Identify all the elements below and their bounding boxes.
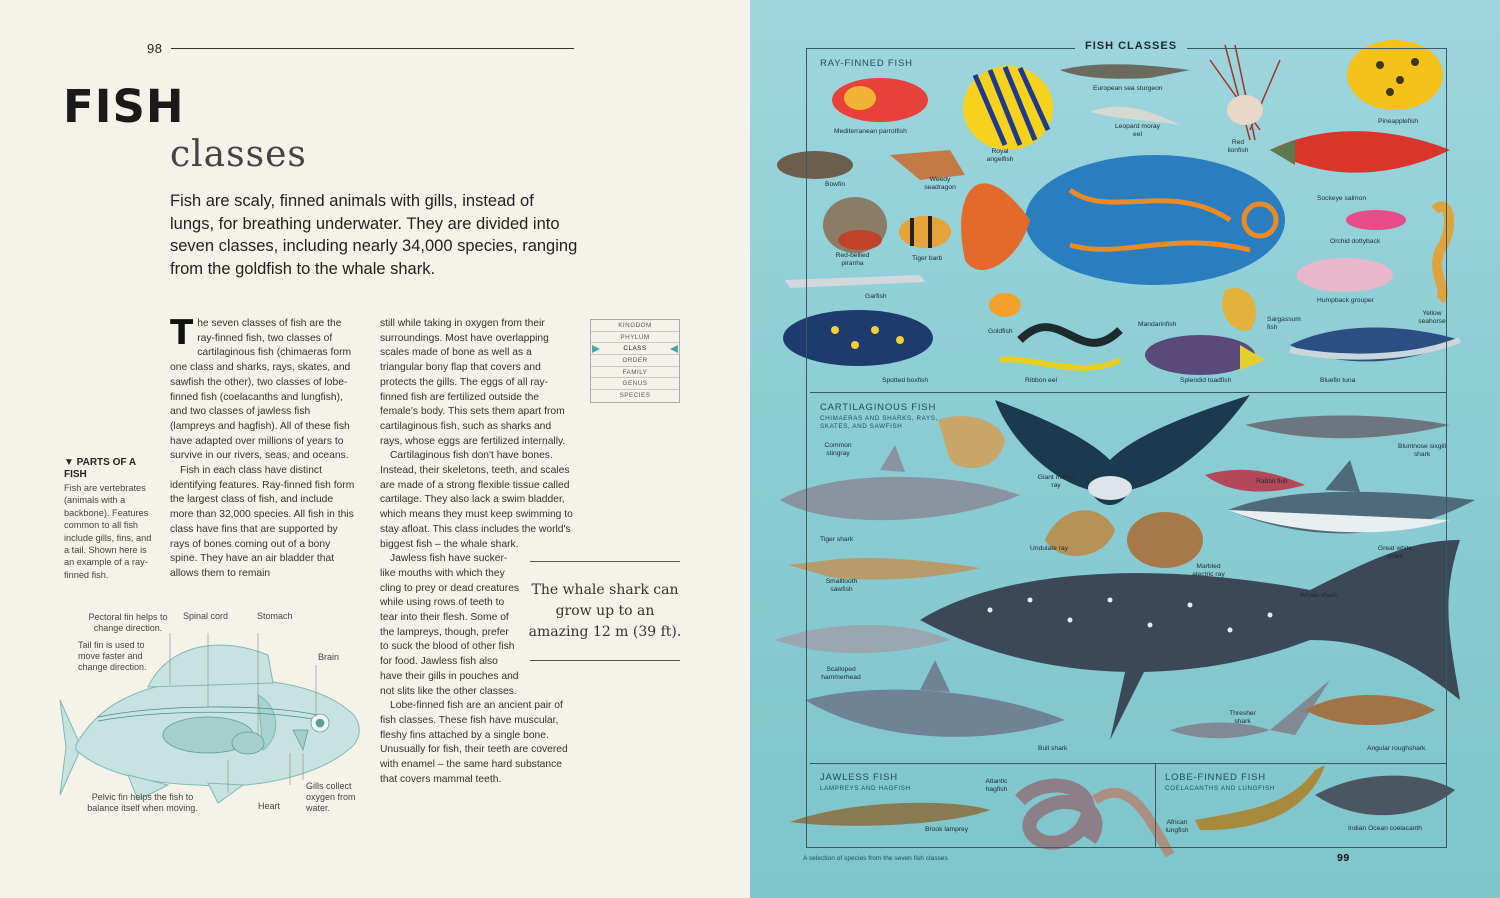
label-tail-fin: Tail fin is used to move faster and change direction. xyxy=(78,640,147,672)
figure-caption: A selection of species from the seven fish classes xyxy=(803,855,948,862)
label-spinal-cord: Spinal cord xyxy=(183,611,229,621)
fish-classes-frame xyxy=(806,48,1447,848)
taxonomy-row: GENUS xyxy=(591,378,679,390)
label-whale-shark: Whale shark xyxy=(1300,592,1338,599)
body-paragraph: still while taking in oxygen from their surroundings. Most have overlapping scales made of bone as well as a triangular bony flap that covers and protects the gills. The eggs of all ray-finned fish are fertilized outside the female's body. This sets them apart from cartilaginous fish, such as sharks and rays, whose eggs are fertilized internally. xyxy=(380,318,566,447)
body-paragraph: Lobe-finned fish are an ancient pair of fish classes. These fish have muscular, fleshy fins attached by a single bone. Unusually for fish, their teeth are covered with enamel – the same hard substance that covers mammal teeth. xyxy=(380,700,568,785)
label-tiger-shark: Tiger shark xyxy=(820,536,854,543)
label-gills: Gills collect oxygen from water. xyxy=(306,781,356,813)
label-stomach: Stomach xyxy=(257,611,293,621)
label-bowfin: Bowfin xyxy=(825,181,846,188)
section-cartilaginous-subtitle: CHIMAERAS AND SHARKS, RAYS, SKATES, AND SAWFISH xyxy=(820,415,938,430)
label-splendid-toadfish: Splendid toadfish xyxy=(1180,377,1232,384)
body-paragraph: Cartilaginous fish don't have bones. Instead, their skeletons, teeth, and scales are made of a strong flexible tissue called cartilage. They also lack a swim bladder, which means they must keep swimming to stay afloat. This class includes the world's biggest fish – the whale shark. xyxy=(380,450,573,550)
label-marbled-electric-ray: Marbled electric ray xyxy=(1192,563,1225,578)
pull-quote: The whale shark can grow up to an amazing 12 m (39 ft). xyxy=(528,582,682,640)
label-thresher-shark: Thresher shark xyxy=(1229,710,1256,725)
label-angelfish: Royal angelfish xyxy=(986,148,1014,163)
label-goldfish: Goldfish xyxy=(988,328,1013,335)
parts-heading: ▼ PARTS OF A FISH xyxy=(64,457,136,480)
section-lobe-finned-subtitle: COELACANTHS AND LUNGFISH xyxy=(1165,785,1275,792)
label-african-lungfish: African lungfish xyxy=(1165,819,1189,834)
label-brook-lamprey: Brook lamprey xyxy=(925,826,969,833)
label-brain: Brain xyxy=(318,652,340,662)
taxonomy-ladder xyxy=(590,319,680,403)
label-common-stingray: Common stingray xyxy=(824,442,852,457)
section-divider xyxy=(810,763,1447,764)
quote-rule xyxy=(530,660,680,661)
quote-rule xyxy=(530,561,680,562)
label-manta-ray: Giant manta ray xyxy=(1037,474,1075,489)
label-sockeye-salmon: Sockeye salmon xyxy=(1317,195,1367,202)
label-tiger-barb: Tiger barb xyxy=(912,255,943,262)
label-humpback-grouper: Humpback grouper xyxy=(1317,297,1374,304)
label-sawfish: Smalltooth sawfish xyxy=(825,578,858,593)
label-orchid-dottyback: Orchid dottyback xyxy=(1330,238,1381,245)
label-mandarinfish: Mandarinfish xyxy=(1138,321,1177,328)
label-pineapplefish: Pineapplefish xyxy=(1378,118,1419,125)
label-lionfish: Red lionfish xyxy=(1227,139,1249,154)
triangle-left-icon xyxy=(670,345,678,353)
label-ribbon-eel: Ribbon eel xyxy=(1025,377,1057,384)
label-sargassum-fish: Sargassum fish xyxy=(1267,316,1301,331)
label-coelacanth: Indian Ocean coelacanth xyxy=(1348,825,1422,832)
body-paragraph: Jawless fish have sucker-like mouths with which they cling to prey or dead creatures while using rows of teeth to tear into their flesh. Some of the lampreys, though, prefer to suck the blood of other fish for food. Jawless fish also have their gills in pouches and not slits like the other classes. xyxy=(380,553,520,697)
label-bluefin-tuna: Bluefin tuna xyxy=(1320,377,1356,384)
label-garfish: Garfish xyxy=(865,293,887,300)
section-jawless: JAWLESS FISH xyxy=(820,772,898,783)
label-great-white: Great white shark xyxy=(1377,545,1413,560)
taxonomy-label: CLASS xyxy=(623,345,647,353)
frame-title: FISH CLASSES xyxy=(1075,40,1187,52)
label-angular-roughshark: Angular roughshark xyxy=(1367,745,1426,752)
label-parrotfish: Mediterranean parrotfish xyxy=(834,128,907,135)
taxonomy-row: KINGDOM xyxy=(591,320,679,332)
section-cartilaginous: CARTILAGINOUS FISH xyxy=(820,402,937,413)
label-undulate-ray: Undulate ray xyxy=(1030,545,1068,552)
section-lobe-finned: LOBE-FINNED FISH xyxy=(1165,772,1266,783)
taxonomy-row: FAMILY xyxy=(591,367,679,379)
triangle-right-icon xyxy=(592,345,600,353)
intro-paragraph: Fish are scaly, finned animals with gills, instead of lungs, for breathing underwater. They are divided into seven classes, including nearly 34,000 species, ranging from the goldfish to the whale shark. xyxy=(170,192,578,278)
parts-description: Fish are vertebrates (animals with a backbone). Features common to all fish include gills, fins, and a tail. Shown here is an example of a ray-finned fish. xyxy=(64,483,152,580)
section-divider xyxy=(810,392,1447,393)
taxonomy-row: PHYLUM xyxy=(591,332,679,344)
label-atlantic-hagfish: Atlantic hagfish xyxy=(985,778,1008,793)
section-ray-finned: RAY-FINNED FISH xyxy=(820,58,913,69)
label-spotted-boxfish: Spotted boxfish xyxy=(882,377,929,384)
page-number-left: 98 xyxy=(147,41,163,56)
label-pectoral-fin: Pectoral fin helps to change direction. xyxy=(88,612,168,633)
taxonomy-row: SPECIES xyxy=(619,392,651,400)
right-page xyxy=(750,0,1500,898)
body-column-2 xyxy=(380,317,576,788)
label-bull-shark: Bull shark xyxy=(1038,745,1068,752)
label-moray-eel: Leopard moray eel xyxy=(1115,123,1160,138)
header-rule xyxy=(171,48,574,49)
label-seadragon: Weedy seadragon xyxy=(924,176,956,191)
label-piranha: Red-bellied piranha xyxy=(835,252,870,267)
body-paragraph xyxy=(170,313,358,464)
body-paragraph: Fish in each class have distinct identifying features. Ray-finned fish form the largest class of fish, and include more than 32,000 species. All fish in this class have fins that are supported by rays of bones coming out of a bony spine. They have an air bladder that allows them to remain xyxy=(170,465,355,579)
label-heart: Heart xyxy=(258,801,281,811)
taxonomy-row-active xyxy=(591,343,679,355)
label-rabbit-fish: Rabbit fish xyxy=(1256,478,1288,485)
label-pelvic-fin: Pelvic fin helps the fish to balance itself when moving. xyxy=(87,792,198,813)
label-sturgeon: European sea sturgeon xyxy=(1093,85,1163,92)
page-title: FISH xyxy=(63,80,185,133)
label-sixgill-shark: Bluntnose sixgill shark xyxy=(1398,443,1446,458)
label-hammerhead: Scalloped hammerhead xyxy=(821,666,861,681)
drop-cap: T xyxy=(170,313,194,353)
page-subtitle: classes xyxy=(170,134,307,175)
label-seahorse: Yellow seahorse xyxy=(1418,310,1446,325)
body-column-1 xyxy=(170,313,358,582)
section-divider-vertical xyxy=(1155,763,1156,848)
paragraph-text: he seven classes of fish are the ray-finned fish, two classes of cartilaginous fish (chimaeras form one class and sharks, rays, skates, and sawfish the other), two classes of lobe-finned fish (coelacanths and lungfish), and two classes of jawless fish (lampreys and hagfish). All of these fish have adapted over millions of years to survive in our rivers, seas, and oceans. xyxy=(170,318,352,462)
page-number-right: 99 xyxy=(1337,852,1350,864)
section-jawless-subtitle: LAMPREYS AND HAGFISH xyxy=(820,785,911,792)
taxonomy-row: ORDER xyxy=(591,355,679,367)
